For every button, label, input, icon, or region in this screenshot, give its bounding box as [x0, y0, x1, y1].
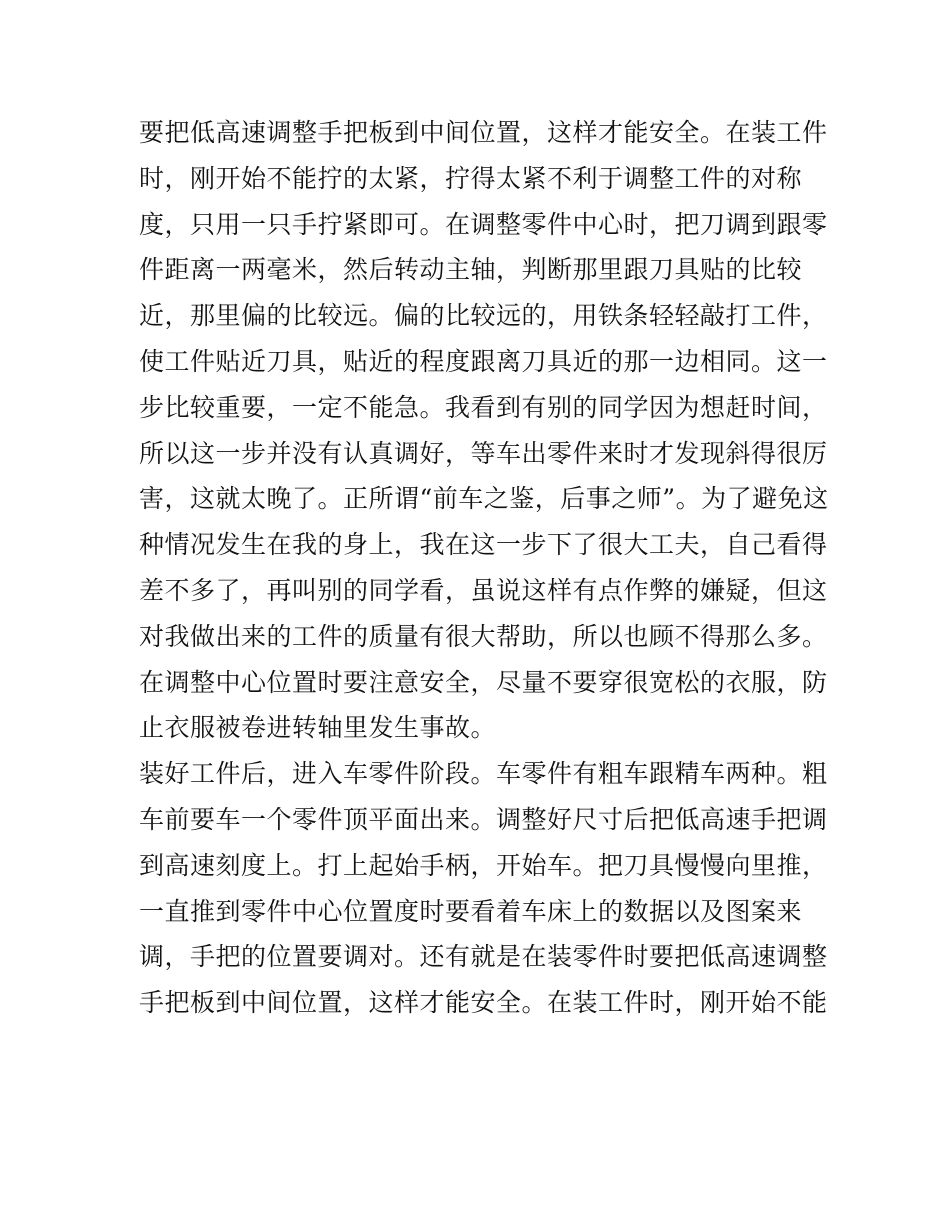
text-line: 步比较重要，一定不能急。我看到有别的同学因为想赶时间，	[139, 392, 828, 422]
text-line: 到高速刻度上。打上起始手柄，开始车。把刀具慢慢向里推，	[139, 850, 828, 880]
text-line: 调，手把的位置要调对。还有就是在装零件时要把低高速调整	[139, 942, 828, 972]
text-line: 种情况发生在我的身上，我在这一步下了很大工夫，自己看得	[139, 530, 828, 560]
text-line: 装好工件后，进入车零件阶段。车零件有粗车跟精车两种。粗	[139, 759, 828, 789]
text-line: 止衣服被卷进转轴里发生事故。	[139, 713, 497, 743]
text-line: 一直推到零件中心位置度时要看着车床上的数据以及图案来	[139, 896, 803, 926]
text-line: 使工件贴近刀具，贴近的程度跟离刀具近的那一边相同。这一	[139, 346, 828, 376]
text-line: 车前要车一个零件顶平面出来。调整好尺寸后把低高速手把调	[139, 804, 828, 834]
text-line: 手把板到中间位置，这样才能安全。在装工件时，刚开始不能	[139, 988, 828, 1018]
text-line: 所以这一步并没有认真调好，等车出零件来时才发现斜得很厉	[139, 438, 828, 468]
text-line: 度，只用一只手拧紧即可。在调整零件中心时，把刀调到跟零	[139, 209, 828, 239]
text-line: 要把低高速调整手把板到中间位置，这样才能安全。在装工件	[139, 118, 828, 147]
text-line: 在调整中心位置时要注意安全，尽量不要穿很宽松的衣服，防	[139, 667, 828, 697]
text-line: 时，刚开始不能拧的太紧，拧得太紧不利于调整工件的对称	[139, 163, 803, 193]
text-line: 害，这就太晚了。正所谓“前车之鉴，后事之师”。为了避免这	[139, 484, 829, 514]
document-body	[139, 110, 829, 1026]
text-line: 近，那里偏的比较远。偏的比较远的，用铁条轻轻敲打工件，	[139, 301, 828, 331]
text-line: 对我做出来的工件的质量有很大帮助，所以也顾不得那么多。	[139, 621, 828, 651]
text-line: 差不多了，再叫别的同学看，虽说这样有点作弊的嫌疑，但这	[139, 575, 828, 605]
text-line: 件距离一两毫米，然后转动主轴，判断那里跟刀具贴的比较	[139, 255, 803, 285]
